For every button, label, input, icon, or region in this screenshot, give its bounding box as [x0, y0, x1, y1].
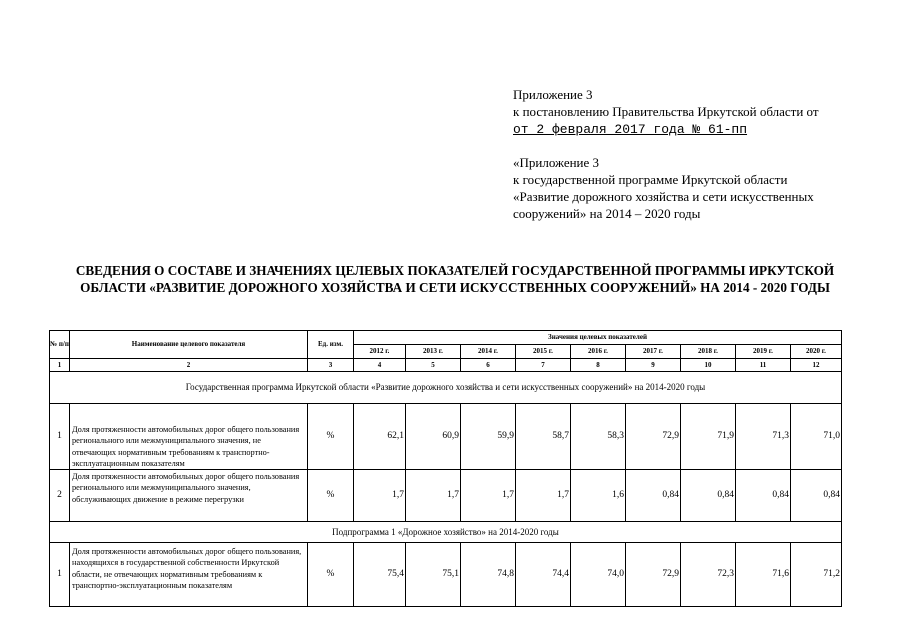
year-header: 2016 г.	[571, 345, 626, 359]
value-cell: 62,1	[354, 404, 406, 470]
year-header: 2017 г.	[626, 345, 681, 359]
section-row	[50, 522, 842, 543]
column-number: 3	[308, 359, 354, 372]
indicator-name: Доля протяженности автомобильных дорог общего пользования регионального или межмуниципального значения, обслуживающих движение в режиме перегрузки	[70, 470, 308, 522]
column-number: 12	[791, 359, 842, 372]
column-number: 4	[354, 359, 406, 372]
year-header: 2019 г.	[736, 345, 791, 359]
row-number: 1	[50, 404, 70, 470]
value-cell: 71,2	[791, 543, 842, 607]
value-cell: 72,9	[626, 543, 681, 607]
value-cell: 58,7	[516, 404, 571, 470]
header-name: Наименование целевого показателя	[70, 331, 308, 359]
indicator-name: Доля протяженности автомобильных дорог общего пользования, находящихся в государственной собственности Иркутской области, не отвечающих нормативным требованиям к транспортно-эксплуатационным показателям	[70, 543, 308, 607]
value-cell: 75,4	[354, 543, 406, 607]
document-title: СВЕДЕНИЯ О СОСТАВЕ И ЗНАЧЕНИЯХ ЦЕЛЕВЫХ ПОКАЗАТЕЛЕЙ ГОСУДАРСТВЕННОЙ ПРОГРАММЫ ИРКУТСКОЙ ОБЛАСТИ «РАЗВИТИЕ ДОРОЖНОГО ХОЗЯЙСТВА И СЕТИ ИСКУССТВЕННЫХ СООРУЖЕНИЙ» НА 2014 - 2020 ГОДЫ	[75, 263, 835, 295]
value-cell: 0,84	[791, 470, 842, 522]
column-number: 1	[50, 359, 70, 372]
value-cell: 71,6	[736, 543, 791, 607]
column-number: 11	[736, 359, 791, 372]
value-cell: 74,0	[571, 543, 626, 607]
decree-reference: от 2 февраля 2017 года № 61-пп	[513, 122, 748, 137]
value-cell: 0,84	[736, 470, 791, 522]
annex-line: Приложение 3	[513, 87, 593, 102]
annex-line: «Развитие дорожного хозяйства и сети искусственных	[513, 189, 814, 204]
indicators-table	[49, 330, 842, 607]
row-number: 1	[50, 543, 70, 607]
column-number: 9	[626, 359, 681, 372]
column-number: 2	[70, 359, 308, 372]
value-cell: 74,4	[516, 543, 571, 607]
table-row	[50, 543, 842, 607]
annex-line: «Приложение 3	[513, 155, 600, 170]
value-cell: 71,9	[681, 404, 736, 470]
annex-line: к государственной программе Иркутской области	[513, 172, 788, 187]
row-number: 2	[50, 470, 70, 522]
value-cell: 59,9	[461, 404, 516, 470]
annex-reference	[513, 86, 893, 138]
annex-line: сооружений» на 2014 – 2020 годы	[513, 206, 701, 221]
header-unit: Ед. изм.	[308, 331, 354, 359]
value-cell: 71,3	[736, 404, 791, 470]
value-cell: 58,3	[571, 404, 626, 470]
value-cell: 1,7	[354, 470, 406, 522]
section-program: Государственная программа Иркутской области «Развитие дорожного хозяйства и сети искусственных сооружений» на 2014-2020 годы	[50, 372, 842, 404]
value-cell: 72,3	[681, 543, 736, 607]
value-cell: 75,1	[406, 543, 461, 607]
value-cell: 1,7	[406, 470, 461, 522]
column-numbers-row	[50, 359, 842, 372]
column-number: 6	[461, 359, 516, 372]
year-header: 2014 г.	[461, 345, 516, 359]
table-row	[50, 470, 842, 522]
year-header: 2020 г.	[791, 345, 842, 359]
year-header: 2013 г.	[406, 345, 461, 359]
column-number: 8	[571, 359, 626, 372]
column-number: 10	[681, 359, 736, 372]
column-number: 7	[516, 359, 571, 372]
unit: %	[308, 470, 354, 522]
section-row	[50, 372, 842, 404]
column-number: 5	[406, 359, 461, 372]
value-cell: 71,0	[791, 404, 842, 470]
header-num: № п/п	[50, 331, 70, 359]
header-row	[50, 331, 842, 345]
value-cell: 72,9	[626, 404, 681, 470]
year-header: 2018 г.	[681, 345, 736, 359]
unit: %	[308, 543, 354, 607]
value-cell: 1,6	[571, 470, 626, 522]
section-subprogram: Подпрограмма 1 «Дорожное хозяйство» на 2014-2020 годы	[50, 522, 842, 543]
year-header: 2012 г.	[354, 345, 406, 359]
value-cell: 1,7	[516, 470, 571, 522]
value-cell: 0,84	[626, 470, 681, 522]
value-cell: 0,84	[681, 470, 736, 522]
annex-line: к постановлению Правительства Иркутской области от	[513, 104, 819, 119]
table-row	[50, 404, 842, 470]
unit: %	[308, 404, 354, 470]
value-cell: 60,9	[406, 404, 461, 470]
indicator-name: Доля протяженности автомобильных дорог общего пользования регионального или межмуниципального значения, не отвечающих нормативным требованиям к транспортно-эксплуатационным показателям	[70, 404, 308, 470]
year-header: 2015 г.	[516, 345, 571, 359]
program-annex-reference	[513, 154, 893, 222]
value-cell: 1,7	[461, 470, 516, 522]
value-cell: 74,8	[461, 543, 516, 607]
header-values: Значения целевых показателей	[354, 331, 842, 345]
